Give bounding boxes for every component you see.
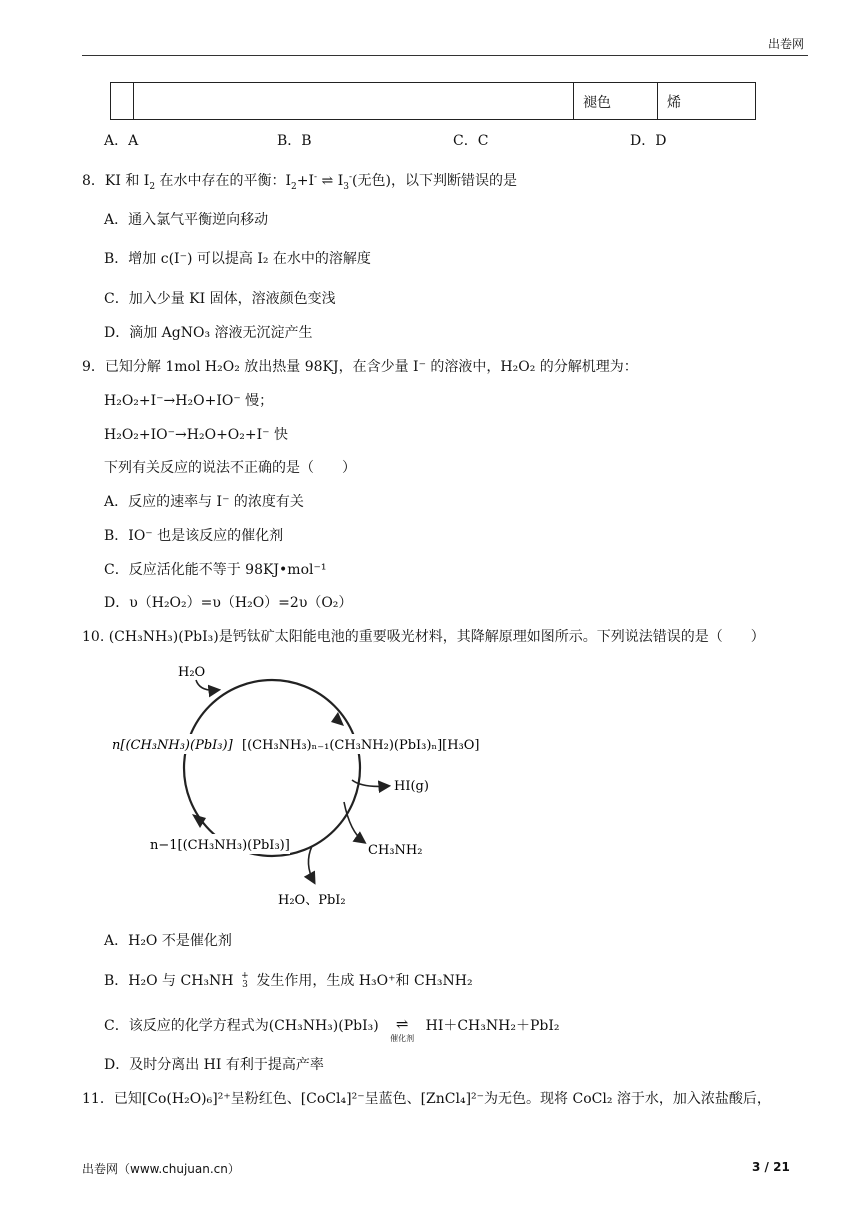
q8-option-b: B．增加 c(I⁻) 可以提高 I₂ 在水中的溶解度 bbox=[104, 251, 371, 267]
q10-stem: 10. (CH₃NH₃)(PbI₃)是钙钛矿太阳能电池的重要吸光材料，其降解原理如图所示。下列说法错误的是（ ） bbox=[82, 629, 765, 645]
diagram-ch3nh2: CH₃NH₂ bbox=[368, 843, 423, 858]
q8-stem-mid: 在水中存在的平衡：I bbox=[159, 173, 292, 189]
q7-option-d: D．D bbox=[630, 133, 667, 149]
footer-page-number: 3 / 21 bbox=[752, 1160, 790, 1174]
header-brand: 出卷网 bbox=[768, 37, 805, 51]
table-cell-fade: 褪色 bbox=[583, 95, 611, 111]
diagram-bottom-left-label: n−1[(CH₃NH₃)(PbI₃)] bbox=[150, 838, 290, 853]
q10-option-b-tail: 发生作用，生成 H₃O⁺和 CH₃NH₂ bbox=[256, 973, 473, 989]
q10-option-c-tail: HI＋CH₃NH₂＋PbI₂ bbox=[425, 1018, 560, 1034]
cycle-arrowhead bbox=[192, 814, 206, 828]
q7-option-b: B．B bbox=[277, 133, 312, 149]
q8-option-d: D．滴加 AgNO₃ 溶液无沉淀产生 bbox=[104, 325, 313, 341]
q10-option-c-head: C．该反应的化学方程式为(CH₃NH₃)(PbI₃) bbox=[104, 1018, 379, 1034]
q9-step-1: H₂O₂+I⁻→H₂O+IO⁻ 慢； bbox=[104, 393, 274, 409]
equilibrium-arrow-icon: ⇌ bbox=[395, 1015, 409, 1033]
table-cell-alkene: 烯 bbox=[667, 95, 681, 111]
table-divider bbox=[657, 83, 658, 119]
q8-stem-pre: 8．KI 和 I bbox=[82, 173, 150, 189]
h2o-inlet-arrow bbox=[196, 680, 218, 690]
footer-site: 出卷网（www.chujuan.cn） bbox=[82, 1162, 240, 1176]
diagram-hi: HI(g) bbox=[394, 779, 429, 794]
table-divider bbox=[133, 83, 134, 119]
diagram-right-label: [(CH₃NH₃)ₙ₋₁(CH₃NH₂)(PbI₃)ₙ][H₃O] bbox=[242, 738, 480, 753]
diagram-out: H₂O、PbI₂ bbox=[278, 893, 346, 908]
q10-option-a: A．H₂O 不是催化剂 bbox=[104, 933, 232, 949]
q7-option-c: C．C bbox=[453, 133, 489, 149]
q10-option-d: D．及时分离出 HI 有利于提高产率 bbox=[104, 1057, 324, 1073]
q9-stem: 9．已知分解 1mol H₂O₂ 放出热量 98KJ，在含少量 I⁻ 的溶液中，H₂O₂ 的分解机理为： bbox=[82, 359, 638, 375]
q10-option-c bbox=[104, 1015, 560, 1043]
q9-option-c: C．反应活化能不等于 98KJ•mol⁻¹ bbox=[104, 562, 327, 578]
catalyst-label: 催化剂 bbox=[390, 1034, 415, 1043]
q10-option-b-head: B．H₂O 与 CH₃NH bbox=[104, 973, 234, 989]
q9-question: 下列有关反应的说法不正确的是（ ） bbox=[104, 460, 356, 476]
q9-option-a: A．反应的速率与 I⁻ 的浓度有关 bbox=[104, 494, 304, 510]
equilibrium-arrow-icon: ⇌ bbox=[321, 173, 334, 189]
q8-stem-post: (无色)，以下判断错误的是 bbox=[352, 173, 517, 189]
diagram-h2o-in: H₂O bbox=[178, 665, 206, 680]
q8-option-a: A．通入氯气平衡逆向移动 bbox=[104, 212, 269, 228]
table-divider bbox=[573, 83, 574, 119]
diagram-left-label: n[(CH₃NH₃)(PbI₃)] bbox=[112, 738, 233, 753]
q8-stem: 8．KI 和 $I_2$ 在水中存在的平衡：$I_2+I^-$ ⇌ $I_3^-$(无色)，以下判断错误的是 bbox=[82, 172, 517, 192]
q7-option-a: A．A bbox=[104, 133, 139, 149]
q8-option-c: C．加入少量 KI 固体，溶液颜色变浅 bbox=[104, 291, 336, 307]
ch3nh2-outlet-arrow bbox=[344, 802, 364, 842]
header-rule bbox=[82, 55, 808, 56]
cycle-circle bbox=[184, 680, 360, 856]
q11-stem: 11．已知[Co(H₂O)₆]²⁺呈粉红色、[CoCl₄]²⁻呈蓝色、[ZnCl₄]²⁻为无色。现将 CoCl₂ 溶于水，加入浓盐酸后， bbox=[82, 1091, 771, 1107]
q9-step-2: H₂O₂+IO⁻→H₂O+O₂+I⁻ 快 bbox=[104, 427, 288, 443]
q9-option-d: D．υ（H₂O₂）=υ（H₂O）=2υ（O₂） bbox=[104, 595, 353, 611]
q10-option-b: B．H₂O 与 CH₃NH + 3 发生作用，生成 H₃O⁺和 CH₃NH₂ bbox=[104, 971, 473, 990]
bottom-outlet-arrow bbox=[308, 846, 314, 882]
degradation-cycle-diagram bbox=[100, 650, 520, 920]
q9-option-b: B．IO⁻ 也是该反应的催化剂 bbox=[104, 528, 284, 544]
answer-table-row bbox=[110, 82, 756, 120]
